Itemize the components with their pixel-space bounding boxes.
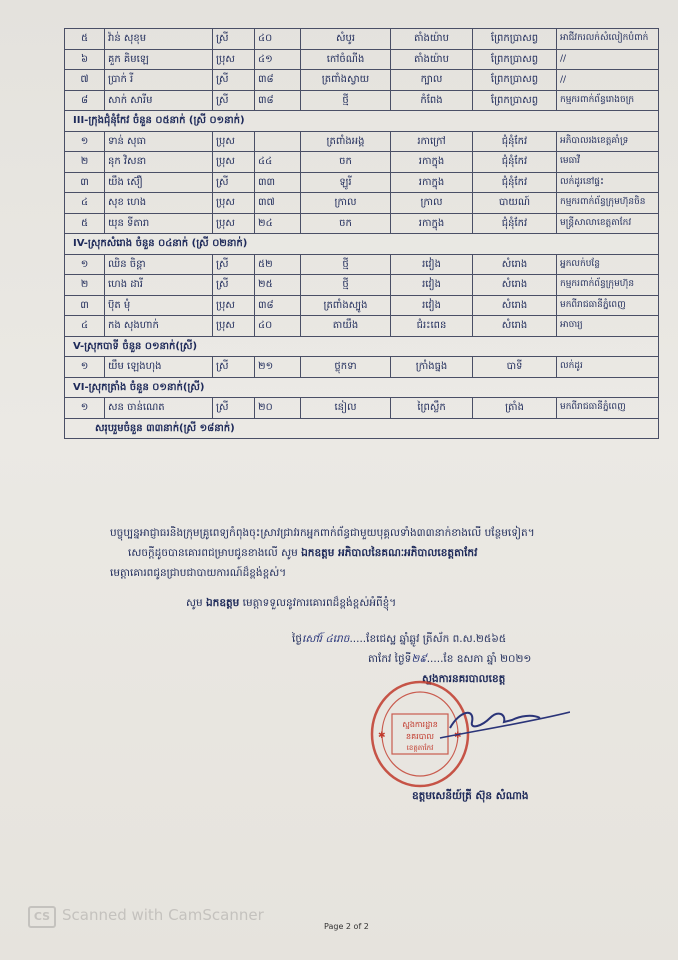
group-title: III-ក្រុងជុំនុំកែវ ចំនួន ០៥នាក់ (ស្រី ០១នាក់) — [65, 111, 659, 132]
paragraph-line-2 — [128, 547, 477, 562]
cell-no: ១ — [65, 357, 105, 378]
cell-village: រកាក្នុង — [391, 172, 473, 193]
cell-commune: សំរោង — [473, 254, 557, 275]
signature — [420, 700, 570, 740]
cell-no: ៣ — [65, 295, 105, 316]
cell-no: ១ — [65, 131, 105, 152]
table-row — [65, 254, 659, 275]
cell-commune: ព្រែកប្រាសព្វ — [473, 70, 557, 91]
cell-note: មេធាវី — [557, 152, 659, 173]
closing-honorific: ឯកឧត្តម — [206, 597, 240, 609]
stamp-text-mid: នគរបាល — [406, 732, 434, 741]
stamp-text-top: ស្នងការដ្ឋាន — [402, 720, 438, 729]
cell-no: ៧ — [65, 70, 105, 91]
cell-job: ថ្លុកទា — [301, 357, 391, 378]
cell-job: ត្រពាំងអង្គ — [301, 131, 391, 152]
cell-name: យុន ទីតារា — [105, 213, 213, 234]
office-title: ស្នងការនគរបាលខេត្ត — [422, 673, 506, 685]
table-row — [65, 213, 659, 234]
table-row — [65, 29, 659, 50]
cell-age — [255, 131, 301, 152]
table-row — [65, 316, 659, 337]
cell-note: អាចារ្យ — [557, 316, 659, 337]
paragraph-line-1: បច្ចុប្បន្នអាជ្ញាធរនិងក្រុមគ្រូពេទ្យកំពុងចុះស្រាវជ្រាវរកអ្នកពាក់ព័ន្ធជាមួយបុគ្គលទាំង៣៣នាក់ខាងលើ បន្ថែមទៀត។ — [110, 527, 535, 539]
cell-job: ត្រពាំងស្វាយ — [301, 70, 391, 91]
cell-name: ឈិន ចិន្តា — [105, 254, 213, 275]
camscanner-icon: CS — [28, 906, 56, 928]
table-row — [65, 70, 659, 91]
cell-village: កំពែង — [391, 90, 473, 111]
closing-text-b: មេត្តាទទួលនូវការគោរពដ៏ខ្ពង់ខ្ពស់អំពីខ្ញុំ។ — [239, 597, 397, 609]
cell-note: មន្រ្តីសាលាខេត្តតាកែវ — [557, 213, 659, 234]
svg-text:✱: ✱ — [454, 731, 462, 741]
cell-age: ២០ — [255, 398, 301, 419]
table-row — [65, 49, 659, 70]
cell-job: ថ្មី — [301, 254, 391, 275]
cell-note: // — [557, 70, 659, 91]
cell-age: ៣៧ — [255, 193, 301, 214]
group-header-row — [65, 377, 659, 398]
cell-commune: សំរោង — [473, 316, 557, 337]
cell-no: ៥ — [65, 213, 105, 234]
cell-age: ៤៤ — [255, 152, 301, 173]
cell-no: ៣ — [65, 172, 105, 193]
cell-note: មកពីរាជធានីភ្នំពេញ — [557, 398, 659, 419]
cell-age: ២៤ — [255, 213, 301, 234]
case-table-body — [65, 29, 659, 439]
cell-sex: ប្រុស — [213, 49, 255, 70]
cell-no: ៦ — [65, 49, 105, 70]
cell-age: ២៥ — [255, 275, 301, 296]
cell-no: ៤ — [65, 316, 105, 337]
group-header-row — [65, 234, 659, 255]
cell-job: កៅចំណីង — [301, 49, 391, 70]
paragraph-line-3: មេត្តាគោរពជូនជ្រាបជាបាយការណ៍ដ៏ខ្ពង់ខ្ពស់។ — [110, 567, 287, 579]
cell-name: សន ចាន់ណេត — [105, 398, 213, 419]
group-header-row — [65, 336, 659, 357]
cell-note: លក់ដូរ — [557, 357, 659, 378]
cell-sex: ប្រុស — [213, 152, 255, 173]
cell-sex: ស្រី — [213, 172, 255, 193]
cell-age: ៣៣ — [255, 172, 301, 193]
cell-village: ព្រៃស្លឹក — [391, 398, 473, 419]
cell-job: ថ្មី — [301, 90, 391, 111]
cell-name: ប្រាក់ រី — [105, 70, 213, 91]
solar-date-rest: ខែ ឧសភា ឆ្នាំ ២០២១ — [443, 653, 532, 665]
handwritten-date: ២៩ — [411, 653, 427, 665]
solar-date-line: តាកែវ ថ្ងៃទី២៩.....ខែ ឧសភា ឆ្នាំ ២០២១ — [368, 653, 532, 665]
summary-row — [65, 418, 659, 439]
cell-sex: ប្រុស — [213, 295, 255, 316]
cell-commune: បាទី — [473, 357, 557, 378]
cell-note: // — [557, 49, 659, 70]
cell-name: វ៉ាន់ សុខុម — [105, 29, 213, 50]
table-row — [65, 172, 659, 193]
handwritten-day: សៅរ៍ ៤រោច — [302, 633, 350, 645]
cell-village: ជំរះពេន — [391, 316, 473, 337]
cell-commune: ជុំនុំកែវ — [473, 152, 557, 173]
cell-commune: សំរោង — [473, 295, 557, 316]
cell-village: ក្បាល — [391, 70, 473, 91]
cell-job: ឡូរី — [301, 172, 391, 193]
cell-name: យឹម ឡេងហុង — [105, 357, 213, 378]
cell-no: ១ — [65, 398, 105, 419]
svg-text:✱: ✱ — [378, 731, 386, 741]
cell-age: ២១ — [255, 357, 301, 378]
cell-job: តាយឹង — [301, 316, 391, 337]
cell-name: យឹង ស៊ឿ — [105, 172, 213, 193]
cell-age: ៥២ — [255, 254, 301, 275]
cell-sex: ប្រុស — [213, 193, 255, 214]
cell-village: រកាក្នុង — [391, 152, 473, 173]
scanner-watermark — [28, 906, 264, 928]
cell-commune: បាយណ៍ — [473, 193, 557, 214]
cell-note: កម្មករពាក់ព័ន្ធក្រុមហ៊ុន — [557, 275, 659, 296]
cell-commune: ជុំនុំកែវ — [473, 213, 557, 234]
cell-job: ចក — [301, 213, 391, 234]
paragraph-line-4 — [186, 597, 396, 612]
table-row — [65, 193, 659, 214]
cell-commune: ព្រែកប្រាសព្វ — [473, 49, 557, 70]
cell-sex: ស្រី — [213, 70, 255, 91]
cell-name: សុខ ហេង — [105, 193, 213, 214]
scanner-text: Scanned with CamScanner — [62, 906, 264, 924]
table-row — [65, 90, 659, 111]
cell-name: ទាន់ សុធា — [105, 131, 213, 152]
table-row — [65, 152, 659, 173]
cell-sex: ស្រី — [213, 90, 255, 111]
cell-commune: សំរោង — [473, 275, 557, 296]
cell-commune: ព្រែកប្រាសព្វ — [473, 90, 557, 111]
cell-job: នៀល — [301, 398, 391, 419]
cell-no: ៥ — [65, 29, 105, 50]
cell-name: សាក់ សារីម — [105, 90, 213, 111]
cell-name: ហេង ដារី — [105, 275, 213, 296]
paragraph-line-2-text: សេចក្ដីដូចបានគោរពជម្រាបជូនខាងលើ សូម — [128, 547, 302, 559]
cell-village: ក្រាំងធ្នង — [391, 357, 473, 378]
cell-commune: ព្រែកប្រាសព្វ — [473, 29, 557, 50]
cell-age: ៣៨ — [255, 90, 301, 111]
table-row — [65, 357, 659, 378]
cell-village: រកាក្រៅ — [391, 131, 473, 152]
group-title: VI-ស្រុកត្រាំង ចំនួន ០១នាក់(ស្រី) — [65, 377, 659, 398]
cell-note: កម្មករពាក់ព័ន្ធក្រុមហ៊ុនចិន — [557, 193, 659, 214]
lunar-date-rest: ខែជេស្ឋ ឆ្នាំឆ្លូវ ត្រីស័ក ព.ស.២៥៦៥ — [366, 633, 507, 645]
cell-village: រវៀង — [391, 295, 473, 316]
group-title: IV-ស្រុកសំរោង ចំនួន ០៤នាក់ (ស្រី ០២នាក់) — [65, 234, 659, 255]
cell-village: រវៀង — [391, 254, 473, 275]
table-row — [65, 295, 659, 316]
cell-village: ក្រាល — [391, 193, 473, 214]
lunar-date-line: ថ្ងៃសៅរ៍ ៤រោច.....ខែជេស្ឋ ឆ្នាំឆ្លូវ ត្រីស័ក ព.ស.២៥៦៥ — [292, 633, 507, 645]
cell-job: ថ្មី — [301, 275, 391, 296]
cell-age: ៣៨ — [255, 70, 301, 91]
cell-sex: ស្រី — [213, 29, 255, 50]
cell-age: ៣៨ — [255, 295, 301, 316]
stamp-text-bottom: ខេត្តតាកែវ — [406, 744, 434, 752]
cell-no: ២ — [65, 275, 105, 296]
cell-sex: ស្រី — [213, 357, 255, 378]
signer-name: ឧត្តមសេនីយ៍ត្រី ស៊ុន សំណាង — [412, 790, 529, 802]
cell-age: ៤០ — [255, 29, 301, 50]
cell-age: ៤០ — [255, 316, 301, 337]
addressee-title: ឯកឧត្តម អភិបាលនៃគណៈអភិបាលខេត្តតាកែវ — [301, 547, 478, 559]
cell-note: អាជីវករលក់សំលៀកបំពាក់ — [557, 29, 659, 50]
cell-no: ១ — [65, 254, 105, 275]
cell-sex: ប្រុស — [213, 213, 255, 234]
cell-commune: ជុំនុំកែវ — [473, 172, 557, 193]
summary-total: សរុបរួមចំនួន ៣៣នាក់(ស្រី ១៨នាក់) — [65, 418, 659, 439]
closing-text-a: សូម — [186, 597, 207, 609]
cell-no: ៤ — [65, 193, 105, 214]
cell-commune: ត្រាំង — [473, 398, 557, 419]
place-date-label: តាកែវ ថ្ងៃទី — [368, 653, 412, 665]
cell-sex: ស្រី — [213, 398, 255, 419]
cell-name: គួក គិមឡេ — [105, 49, 213, 70]
cell-village: តាំងយ៉ាប — [391, 49, 473, 70]
page-number: Page 2 of 2 — [324, 922, 369, 931]
group-header-row — [65, 111, 659, 132]
cell-name: ប៊ុត មុំ — [105, 295, 213, 316]
cell-village: តាំងយ៉ាប — [391, 29, 473, 50]
cell-job: ត្រពាំងស្បូង — [301, 295, 391, 316]
cell-commune: ជុំនុំកែវ — [473, 131, 557, 152]
cell-sex: ស្រី — [213, 275, 255, 296]
table-row — [65, 131, 659, 152]
group-title: V-ស្រុកបាទី ចំនួន ០១នាក់(ស្រី) — [65, 336, 659, 357]
cell-job: ក្រាល — [301, 193, 391, 214]
cell-job: សំបូរ — [301, 29, 391, 50]
table-row — [65, 275, 659, 296]
case-table — [64, 28, 659, 439]
cell-village: រកាក្នុង — [391, 213, 473, 234]
date-label: ថ្ងៃ — [292, 633, 302, 645]
cell-note: អ្នកលក់បន្លែ — [557, 254, 659, 275]
cell-age: ៤១ — [255, 49, 301, 70]
table-row — [65, 398, 659, 419]
cell-sex: ស្រី — [213, 254, 255, 275]
cell-name: នុក វិសនា — [105, 152, 213, 173]
cell-no: ២ — [65, 152, 105, 173]
cell-note: មកពីរាជធានីភ្នំពេញ — [557, 295, 659, 316]
cell-job: ចក — [301, 152, 391, 173]
cell-note: អភិបាលរងខេត្តគាំទ្រ — [557, 131, 659, 152]
cell-sex: ប្រុស — [213, 131, 255, 152]
cell-no: ៨ — [65, 90, 105, 111]
cell-village: រវៀង — [391, 275, 473, 296]
cell-note: កម្មករពាក់ព័ន្ធរោងចក្រ — [557, 90, 659, 111]
cell-name: កង សុងហាក់ — [105, 316, 213, 337]
cell-sex: ប្រុស — [213, 316, 255, 337]
cell-note: លក់ដូរនៅផ្ទះ — [557, 172, 659, 193]
